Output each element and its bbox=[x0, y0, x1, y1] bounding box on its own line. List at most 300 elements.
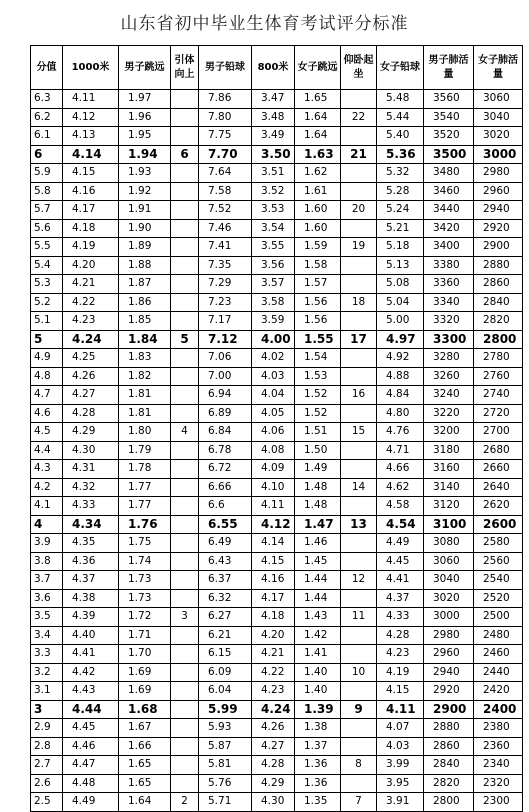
cell-m800: 3.56 bbox=[252, 256, 295, 275]
cell-m1000: 4.37 bbox=[63, 571, 119, 590]
header-cell: 1000米 bbox=[63, 46, 119, 90]
cell-m800: 3.52 bbox=[252, 182, 295, 201]
cell-jump_f: 1.58 bbox=[295, 256, 341, 275]
cell-m1000: 4.40 bbox=[63, 626, 119, 645]
cell-shot_m: 6.32 bbox=[199, 589, 252, 608]
header-cell: 男子铅球 bbox=[199, 46, 252, 90]
cell-m800: 4.02 bbox=[252, 349, 295, 368]
cell-jump_f: 1.60 bbox=[295, 219, 341, 238]
cell-jump_f: 1.63 bbox=[295, 145, 341, 164]
cell-lung_m: 3160 bbox=[424, 460, 474, 479]
cell-jump_m: 1.94 bbox=[119, 145, 171, 164]
cell-lung_m: 2800 bbox=[424, 793, 474, 812]
cell-lung_f: 2820 bbox=[474, 312, 523, 331]
cell-shot_f: 4.76 bbox=[377, 423, 424, 442]
cell-lung_f: 2860 bbox=[474, 275, 523, 294]
cell-lung_m: 3460 bbox=[424, 182, 474, 201]
cell-m1000: 4.11 bbox=[63, 90, 119, 109]
cell-score: 4.9 bbox=[31, 349, 63, 368]
cell-m1000: 4.31 bbox=[63, 460, 119, 479]
cell-situp bbox=[341, 534, 377, 553]
cell-jump_f: 1.39 bbox=[295, 700, 341, 719]
cell-shot_f: 4.88 bbox=[377, 367, 424, 386]
cell-shot_f: 4.19 bbox=[377, 663, 424, 682]
cell-jump_f: 1.65 bbox=[295, 90, 341, 109]
cell-pullup bbox=[171, 441, 199, 460]
cell-situp bbox=[341, 737, 377, 756]
cell-m800: 4.06 bbox=[252, 423, 295, 442]
cell-jump_m: 1.93 bbox=[119, 164, 171, 183]
cell-lung_m: 3300 bbox=[424, 330, 474, 349]
cell-lung_m: 3440 bbox=[424, 201, 474, 220]
cell-situp bbox=[341, 626, 377, 645]
cell-lung_m: 2820 bbox=[424, 774, 474, 793]
cell-m1000: 4.47 bbox=[63, 756, 119, 775]
cell-m800: 4.04 bbox=[252, 386, 295, 405]
cell-jump_f: 1.64 bbox=[295, 108, 341, 127]
cell-shot_m: 7.80 bbox=[199, 108, 252, 127]
cell-pullup bbox=[171, 497, 199, 516]
cell-score: 3.8 bbox=[31, 552, 63, 571]
cell-lung_m: 3540 bbox=[424, 108, 474, 127]
cell-shot_f: 5.21 bbox=[377, 219, 424, 238]
cell-jump_f: 1.52 bbox=[295, 386, 341, 405]
cell-jump_f: 1.36 bbox=[295, 756, 341, 775]
cell-shot_f: 4.15 bbox=[377, 682, 424, 701]
cell-score: 4.4 bbox=[31, 441, 63, 460]
cell-jump_f: 1.56 bbox=[295, 312, 341, 331]
cell-lung_f: 3060 bbox=[474, 90, 523, 109]
cell-m1000: 4.44 bbox=[63, 700, 119, 719]
cell-jump_f: 1.59 bbox=[295, 238, 341, 257]
cell-jump_m: 1.81 bbox=[119, 404, 171, 423]
cell-m1000: 4.43 bbox=[63, 682, 119, 701]
cell-shot_f: 4.11 bbox=[377, 700, 424, 719]
cell-m1000: 4.30 bbox=[63, 441, 119, 460]
cell-lung_f: 3020 bbox=[474, 127, 523, 146]
cell-pullup bbox=[171, 774, 199, 793]
cell-situp bbox=[341, 182, 377, 201]
cell-lung_f: 2520 bbox=[474, 589, 523, 608]
cell-score: 5.5 bbox=[31, 238, 63, 257]
cell-shot_f: 5.18 bbox=[377, 238, 424, 257]
cell-jump_f: 1.46 bbox=[295, 534, 341, 553]
cell-jump_f: 1.50 bbox=[295, 441, 341, 460]
cell-m800: 4.10 bbox=[252, 478, 295, 497]
cell-lung_m: 2880 bbox=[424, 719, 474, 738]
cell-shot_m: 7.86 bbox=[199, 90, 252, 109]
cell-jump_m: 1.80 bbox=[119, 423, 171, 442]
cell-pullup bbox=[171, 663, 199, 682]
cell-shot_f: 4.71 bbox=[377, 441, 424, 460]
cell-m1000: 4.35 bbox=[63, 534, 119, 553]
cell-jump_f: 1.44 bbox=[295, 571, 341, 590]
cell-shot_f: 5.13 bbox=[377, 256, 424, 275]
table-row bbox=[31, 275, 523, 294]
cell-score: 5.9 bbox=[31, 164, 63, 183]
table-row bbox=[31, 663, 523, 682]
cell-shot_f: 5.40 bbox=[377, 127, 424, 146]
cell-m800: 4.21 bbox=[252, 645, 295, 664]
cell-m800: 4.27 bbox=[252, 737, 295, 756]
cell-score: 3.9 bbox=[31, 534, 63, 553]
cell-lung_m: 3180 bbox=[424, 441, 474, 460]
cell-shot_m: 6.27 bbox=[199, 608, 252, 627]
cell-jump_f: 1.36 bbox=[295, 774, 341, 793]
cell-m800: 3.50 bbox=[252, 145, 295, 164]
cell-jump_f: 1.56 bbox=[295, 293, 341, 312]
cell-lung_f: 2360 bbox=[474, 737, 523, 756]
table-row bbox=[31, 386, 523, 405]
table-row bbox=[31, 774, 523, 793]
table-row bbox=[31, 441, 523, 460]
cell-shot_f: 5.00 bbox=[377, 312, 424, 331]
cell-shot_m: 5.81 bbox=[199, 756, 252, 775]
cell-situp bbox=[341, 90, 377, 109]
cell-jump_m: 1.96 bbox=[119, 108, 171, 127]
cell-situp: 21 bbox=[341, 145, 377, 164]
table-row bbox=[31, 293, 523, 312]
cell-score: 5.8 bbox=[31, 182, 63, 201]
cell-shot_f: 3.99 bbox=[377, 756, 424, 775]
cell-pullup bbox=[171, 108, 199, 127]
cell-shot_f: 4.97 bbox=[377, 330, 424, 349]
cell-m800: 3.55 bbox=[252, 238, 295, 257]
cell-lung_m: 3240 bbox=[424, 386, 474, 405]
cell-lung_f: 2720 bbox=[474, 404, 523, 423]
cell-situp bbox=[341, 127, 377, 146]
cell-jump_m: 1.73 bbox=[119, 589, 171, 608]
cell-lung_f: 2960 bbox=[474, 182, 523, 201]
cell-shot_m: 7.12 bbox=[199, 330, 252, 349]
cell-score: 3 bbox=[31, 700, 63, 719]
cell-shot_m: 7.41 bbox=[199, 238, 252, 257]
cell-shot_m: 7.00 bbox=[199, 367, 252, 386]
cell-shot_m: 6.15 bbox=[199, 645, 252, 664]
cell-lung_f: 2500 bbox=[474, 608, 523, 627]
score-table bbox=[30, 45, 523, 812]
cell-m1000: 4.26 bbox=[63, 367, 119, 386]
cell-score: 2.6 bbox=[31, 774, 63, 793]
cell-situp bbox=[341, 682, 377, 701]
cell-jump_m: 1.65 bbox=[119, 756, 171, 775]
table-row bbox=[31, 645, 523, 664]
cell-lung_m: 3340 bbox=[424, 293, 474, 312]
cell-shot_f: 4.07 bbox=[377, 719, 424, 738]
cell-shot_m: 6.66 bbox=[199, 478, 252, 497]
cell-situp bbox=[341, 367, 377, 386]
cell-shot_f: 4.49 bbox=[377, 534, 424, 553]
cell-m800: 4.14 bbox=[252, 534, 295, 553]
cell-m800: 3.57 bbox=[252, 275, 295, 294]
cell-jump_f: 1.53 bbox=[295, 367, 341, 386]
cell-lung_m: 3020 bbox=[424, 589, 474, 608]
cell-lung_m: 2920 bbox=[424, 682, 474, 701]
cell-pullup bbox=[171, 700, 199, 719]
cell-lung_f: 3040 bbox=[474, 108, 523, 127]
cell-m800: 4.29 bbox=[252, 774, 295, 793]
cell-shot_m: 6.94 bbox=[199, 386, 252, 405]
cell-lung_m: 3480 bbox=[424, 164, 474, 183]
cell-m1000: 4.42 bbox=[63, 663, 119, 682]
table-row bbox=[31, 719, 523, 738]
cell-m1000: 4.28 bbox=[63, 404, 119, 423]
cell-shot_f: 5.32 bbox=[377, 164, 424, 183]
cell-m1000: 4.39 bbox=[63, 608, 119, 627]
cell-shot_m: 6.04 bbox=[199, 682, 252, 701]
cell-score: 5.4 bbox=[31, 256, 63, 275]
table-row bbox=[31, 367, 523, 386]
cell-shot_m: 5.87 bbox=[199, 737, 252, 756]
cell-lung_f: 2840 bbox=[474, 293, 523, 312]
cell-situp bbox=[341, 441, 377, 460]
cell-shot_m: 7.35 bbox=[199, 256, 252, 275]
cell-jump_f: 1.60 bbox=[295, 201, 341, 220]
cell-m1000: 4.18 bbox=[63, 219, 119, 238]
cell-situp bbox=[341, 275, 377, 294]
cell-pullup bbox=[171, 349, 199, 368]
cell-jump_m: 1.82 bbox=[119, 367, 171, 386]
cell-jump_m: 1.73 bbox=[119, 571, 171, 590]
cell-shot_m: 7.46 bbox=[199, 219, 252, 238]
cell-m800: 3.59 bbox=[252, 312, 295, 331]
cell-pullup bbox=[171, 478, 199, 497]
cell-jump_f: 1.49 bbox=[295, 460, 341, 479]
cell-situp: 15 bbox=[341, 423, 377, 442]
cell-m1000: 4.14 bbox=[63, 145, 119, 164]
cell-pullup bbox=[171, 293, 199, 312]
cell-lung_f: 2900 bbox=[474, 238, 523, 257]
cell-pullup bbox=[171, 571, 199, 590]
cell-shot_m: 7.06 bbox=[199, 349, 252, 368]
table-row bbox=[31, 460, 523, 479]
cell-pullup bbox=[171, 182, 199, 201]
cell-lung_f: 2340 bbox=[474, 756, 523, 775]
cell-shot_m: 7.70 bbox=[199, 145, 252, 164]
cell-m800: 4.22 bbox=[252, 663, 295, 682]
table-row bbox=[31, 90, 523, 109]
table-row bbox=[31, 108, 523, 127]
cell-m800: 4.23 bbox=[252, 682, 295, 701]
cell-shot_m: 7.17 bbox=[199, 312, 252, 331]
table-row bbox=[31, 608, 523, 627]
header-cell: 男子肺活量 bbox=[424, 46, 474, 90]
cell-shot_m: 6.49 bbox=[199, 534, 252, 553]
cell-jump_f: 1.52 bbox=[295, 404, 341, 423]
cell-pullup: 6 bbox=[171, 145, 199, 164]
cell-score: 2.5 bbox=[31, 793, 63, 812]
cell-lung_f: 2580 bbox=[474, 534, 523, 553]
cell-lung_m: 2940 bbox=[424, 663, 474, 682]
cell-lung_f: 2780 bbox=[474, 349, 523, 368]
cell-score: 4.3 bbox=[31, 460, 63, 479]
cell-jump_m: 1.97 bbox=[119, 90, 171, 109]
cell-lung_m: 3100 bbox=[424, 515, 474, 534]
cell-situp: 18 bbox=[341, 293, 377, 312]
cell-m1000: 4.12 bbox=[63, 108, 119, 127]
cell-m800: 4.30 bbox=[252, 793, 295, 812]
table-row bbox=[31, 589, 523, 608]
cell-situp: 8 bbox=[341, 756, 377, 775]
cell-m1000: 4.16 bbox=[63, 182, 119, 201]
cell-lung_m: 2960 bbox=[424, 645, 474, 664]
cell-m800: 4.28 bbox=[252, 756, 295, 775]
cell-m800: 4.11 bbox=[252, 497, 295, 516]
cell-shot_m: 7.23 bbox=[199, 293, 252, 312]
cell-m800: 3.51 bbox=[252, 164, 295, 183]
cell-lung_m: 2840 bbox=[424, 756, 474, 775]
cell-score: 6.2 bbox=[31, 108, 63, 127]
cell-situp bbox=[341, 164, 377, 183]
cell-lung_m: 3000 bbox=[424, 608, 474, 627]
cell-shot_m: 7.64 bbox=[199, 164, 252, 183]
header-cell: 仰卧起坐 bbox=[341, 46, 377, 90]
cell-score: 5.3 bbox=[31, 275, 63, 294]
table-row bbox=[31, 312, 523, 331]
cell-m1000: 4.17 bbox=[63, 201, 119, 220]
cell-lung_f: 2680 bbox=[474, 441, 523, 460]
table-row bbox=[31, 404, 523, 423]
cell-lung_f: 2440 bbox=[474, 663, 523, 682]
cell-shot_f: 4.54 bbox=[377, 515, 424, 534]
cell-jump_f: 1.40 bbox=[295, 663, 341, 682]
cell-pullup: 5 bbox=[171, 330, 199, 349]
cell-m1000: 4.38 bbox=[63, 589, 119, 608]
cell-score: 5.2 bbox=[31, 293, 63, 312]
cell-jump_m: 1.90 bbox=[119, 219, 171, 238]
cell-m1000: 4.27 bbox=[63, 386, 119, 405]
cell-lung_m: 3520 bbox=[424, 127, 474, 146]
table-row bbox=[31, 700, 523, 719]
cell-jump_f: 1.48 bbox=[295, 478, 341, 497]
cell-shot_f: 4.41 bbox=[377, 571, 424, 590]
cell-shot_m: 6.37 bbox=[199, 571, 252, 590]
cell-jump_f: 1.38 bbox=[295, 719, 341, 738]
cell-m800: 3.53 bbox=[252, 201, 295, 220]
cell-pullup bbox=[171, 164, 199, 183]
cell-pullup bbox=[171, 90, 199, 109]
cell-lung_f: 2400 bbox=[474, 700, 523, 719]
cell-pullup bbox=[171, 626, 199, 645]
cell-pullup bbox=[171, 404, 199, 423]
cell-pullup bbox=[171, 756, 199, 775]
cell-m1000: 4.29 bbox=[63, 423, 119, 442]
cell-situp bbox=[341, 219, 377, 238]
cell-shot_f: 4.28 bbox=[377, 626, 424, 645]
cell-lung_f: 2880 bbox=[474, 256, 523, 275]
cell-lung_m: 2860 bbox=[424, 737, 474, 756]
cell-shot_f: 4.37 bbox=[377, 589, 424, 608]
cell-lung_m: 3400 bbox=[424, 238, 474, 257]
cell-lung_f: 2480 bbox=[474, 626, 523, 645]
cell-shot_f: 4.45 bbox=[377, 552, 424, 571]
cell-jump_m: 1.74 bbox=[119, 552, 171, 571]
cell-m800: 4.15 bbox=[252, 552, 295, 571]
cell-jump_m: 1.64 bbox=[119, 793, 171, 812]
cell-situp bbox=[341, 312, 377, 331]
table-row bbox=[31, 626, 523, 645]
cell-jump_m: 1.69 bbox=[119, 663, 171, 682]
cell-lung_f: 2700 bbox=[474, 423, 523, 442]
cell-m800: 3.58 bbox=[252, 293, 295, 312]
cell-lung_f: 2600 bbox=[474, 515, 523, 534]
cell-score: 4.1 bbox=[31, 497, 63, 516]
table-body bbox=[31, 90, 523, 812]
table-row bbox=[31, 552, 523, 571]
cell-jump_f: 1.40 bbox=[295, 682, 341, 701]
cell-pullup bbox=[171, 256, 199, 275]
cell-lung_f: 2920 bbox=[474, 219, 523, 238]
cell-situp bbox=[341, 589, 377, 608]
cell-shot_f: 5.36 bbox=[377, 145, 424, 164]
cell-m1000: 4.48 bbox=[63, 774, 119, 793]
cell-lung_f: 2620 bbox=[474, 497, 523, 516]
cell-situp: 10 bbox=[341, 663, 377, 682]
cell-pullup bbox=[171, 127, 199, 146]
cell-shot_m: 6.89 bbox=[199, 404, 252, 423]
cell-lung_f: 2560 bbox=[474, 552, 523, 571]
cell-situp: 13 bbox=[341, 515, 377, 534]
cell-score: 6 bbox=[31, 145, 63, 164]
cell-shot_f: 4.80 bbox=[377, 404, 424, 423]
cell-lung_m: 3320 bbox=[424, 312, 474, 331]
cell-situp: 11 bbox=[341, 608, 377, 627]
cell-score: 3.2 bbox=[31, 663, 63, 682]
header-cell: 分值 bbox=[31, 46, 63, 90]
cell-m1000: 4.34 bbox=[63, 515, 119, 534]
cell-jump_f: 1.51 bbox=[295, 423, 341, 442]
cell-m1000: 4.20 bbox=[63, 256, 119, 275]
cell-score: 4 bbox=[31, 515, 63, 534]
cell-m800: 4.24 bbox=[252, 700, 295, 719]
cell-lung_m: 3040 bbox=[424, 571, 474, 590]
cell-jump_m: 1.71 bbox=[119, 626, 171, 645]
cell-situp bbox=[341, 256, 377, 275]
cell-score: 5.1 bbox=[31, 312, 63, 331]
cell-score: 4.6 bbox=[31, 404, 63, 423]
cell-situp: 17 bbox=[341, 330, 377, 349]
cell-jump_m: 1.86 bbox=[119, 293, 171, 312]
cell-lung_m: 3080 bbox=[424, 534, 474, 553]
cell-score: 5.7 bbox=[31, 201, 63, 220]
cell-lung_m: 3560 bbox=[424, 90, 474, 109]
cell-jump_f: 1.61 bbox=[295, 182, 341, 201]
cell-lung_m: 3060 bbox=[424, 552, 474, 571]
cell-pullup bbox=[171, 201, 199, 220]
cell-jump_f: 1.64 bbox=[295, 127, 341, 146]
cell-score: 4.2 bbox=[31, 478, 63, 497]
table-row bbox=[31, 164, 523, 183]
cell-shot_f: 4.23 bbox=[377, 645, 424, 664]
cell-jump_m: 1.79 bbox=[119, 441, 171, 460]
cell-m1000: 4.22 bbox=[63, 293, 119, 312]
cell-pullup: 2 bbox=[171, 793, 199, 812]
table-row bbox=[31, 423, 523, 442]
header-cell: 800米 bbox=[252, 46, 295, 90]
cell-pullup bbox=[171, 589, 199, 608]
cell-m1000: 4.45 bbox=[63, 719, 119, 738]
cell-jump_m: 1.65 bbox=[119, 774, 171, 793]
table-row bbox=[31, 201, 523, 220]
cell-jump_m: 1.84 bbox=[119, 330, 171, 349]
cell-lung_m: 3500 bbox=[424, 145, 474, 164]
cell-jump_m: 1.77 bbox=[119, 497, 171, 516]
cell-m800: 4.18 bbox=[252, 608, 295, 627]
table-row bbox=[31, 478, 523, 497]
cell-m800: 4.08 bbox=[252, 441, 295, 460]
cell-jump_f: 1.55 bbox=[295, 330, 341, 349]
cell-pullup bbox=[171, 515, 199, 534]
